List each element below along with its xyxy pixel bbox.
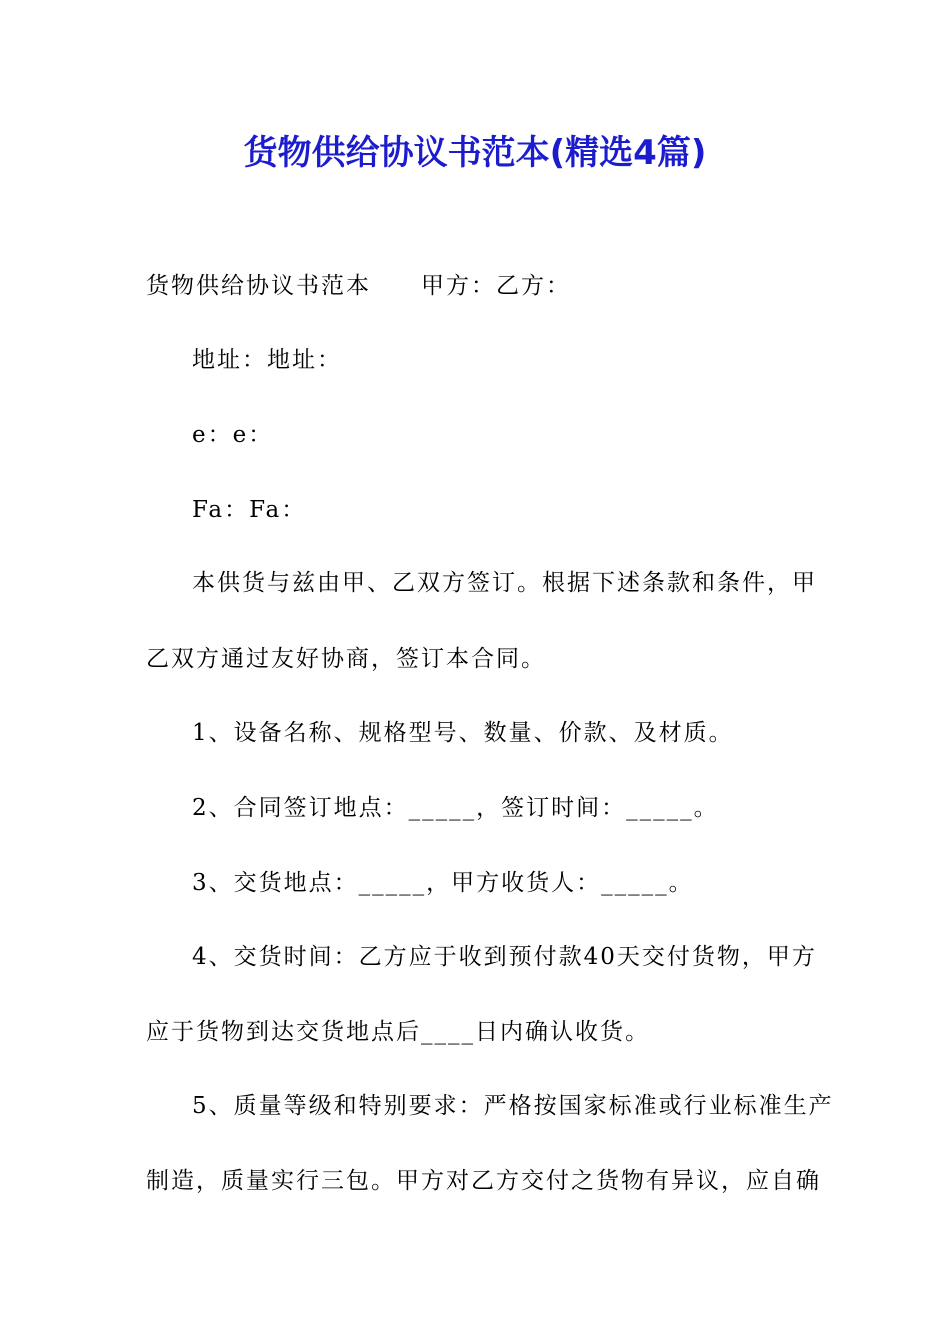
clause-2: 2、合同签订地点：_____，签订时间：_____。	[192, 795, 719, 821]
heading-right: 甲方：乙方：	[421, 273, 571, 299]
fax-line: Fa：Fa：	[192, 497, 307, 523]
clause-4-line-1: 4、交货时间：乙方应于收到预付款40天交付货物，甲方	[192, 944, 817, 970]
clause-4-line-2: 应于货物到达交货地点后____日内确认收货。	[146, 1019, 650, 1045]
clause-1: 1、设备名称、规格型号、数量、价款、及材质。	[192, 720, 734, 746]
intro-paragraph-line-1: 本供货与兹由甲、乙双方签订。根据下述条款和条件，甲	[192, 570, 817, 596]
clause-3: 3、交货地点：_____，甲方收货人：_____。	[192, 870, 694, 896]
clause-5-line-1: 5、质量等级和特别要求：严格按国家标准或行业标准生产	[192, 1093, 834, 1119]
heading-line	[146, 270, 811, 302]
heading-left: 货物供给协议书范本	[146, 273, 371, 299]
clause-5-line-2: 制造，质量实行三包。甲方对乙方交付之货物有异议，应自确	[146, 1168, 821, 1194]
intro-paragraph-line-2: 乙双方通过友好协商，签订本合同。	[146, 646, 546, 672]
document-title: 货物供给协议书范本(精选4篇)	[243, 133, 707, 173]
email-line: e：e：	[192, 422, 274, 448]
address-line: 地址：地址：	[192, 347, 342, 373]
